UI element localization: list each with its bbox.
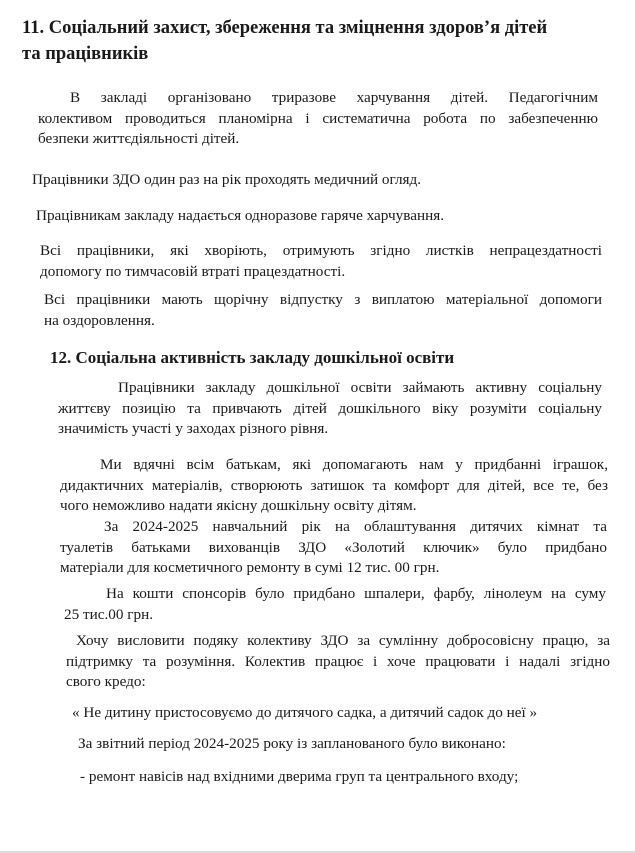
paragraph-line: На кошти спонсорів було придбано шпалери, фарбу, лінолеум на суму	[106, 585, 606, 602]
paragraph-line: В закладі організовано триразове харчування дітей. Педагогічним	[70, 89, 598, 106]
section-11-paragraph-vacation	[44, 290, 602, 331]
paragraph-line: на оздоровлення.	[44, 311, 155, 329]
heading-line: 12. Соціальна активність закладу дошкільної освіти	[50, 348, 455, 367]
section-12-paragraph-sponsors	[64, 584, 606, 625]
paragraph-line: За 2024-2025 навчальний рік на облаштування дитячих кімнат та	[104, 518, 607, 535]
paragraph-line: Ми вдячні всім батькам, які допомагають нам у придбанні іграшок,	[100, 456, 608, 473]
section-12-paragraph-renovation	[60, 517, 607, 579]
section-12-paragraph-period	[78, 734, 506, 755]
section-11-paragraph-sick-leave	[40, 241, 602, 282]
paragraph-line: підтримку та розуміння. Колектив працює і хоче працювати і надалі згідно	[66, 652, 610, 670]
paragraph-line: допомогу по тимчасовій втраті працездатності.	[40, 262, 346, 280]
paragraph-line: Працівники закладу дошкільної освіти займають активну соціальну	[118, 379, 602, 396]
section-12-paragraph-activity	[58, 378, 602, 440]
paragraph-line: значимість участі у заходах різного рівня.	[58, 420, 329, 437]
paragraph-line: Хочу висловити подяку колективу ЗДО за сумлінну добросовісну працю, за	[76, 632, 610, 649]
paragraph-line: Всі працівники, які хворіють, отримують згідно листків непрацездатності	[40, 242, 602, 259]
section-12-bullet-item	[80, 767, 518, 788]
paragraph-line: « Не дитину пристосовуємо до дитячого садка, а дитячий садок до неї »	[72, 704, 538, 721]
paragraph-line: колективом проводиться планомірна і систематична робота по забезпеченню	[38, 109, 598, 127]
paragraph-line: Працівникам закладу надається одноразове гаряче харчування.	[36, 207, 444, 224]
paragraph-line: свого кредо:	[66, 673, 146, 690]
section-12-quote	[72, 703, 537, 724]
paragraph-line: 25 тис.00 грн.	[64, 605, 154, 623]
heading-line: та працівників	[22, 44, 149, 64]
heading-line: 11. Соціальний захист, збереження та зміцнення здоров’я дітей	[22, 18, 548, 38]
paragraph-line: життєву позицію та привчають дітей дошкільного віку розуміти соціальну	[58, 399, 602, 417]
section-12-paragraph-thanks	[60, 455, 608, 517]
list-item: - ремонт навісів над вхідними дверима груп та центрального входу;	[80, 768, 519, 785]
section-11-paragraph-hot-meal	[36, 206, 444, 227]
paragraph-line: дидактичних матеріалів, створюють затишок та комфорт для дітей, все те, без	[60, 476, 608, 494]
paragraph-line: матеріали для косметичного ремонту в сумі 12 тис. 00 грн.	[60, 559, 440, 576]
paragraph-line: чого неможливо надати якісну дошкільну освіту дітям.	[60, 497, 417, 514]
paragraph-line: Працівники ЗДО один раз на рік проходять медичний огляд.	[32, 171, 422, 188]
paragraph-line: туалетів батьками вихованців ЗДО «Золотий ключик» було придбано	[60, 538, 607, 556]
section-11-paragraph-medical	[32, 170, 421, 191]
section-11-heading	[22, 15, 547, 67]
paragraph-line: безпеки життєдіяльності дітей.	[38, 130, 240, 147]
section-12-paragraph-gratitude	[66, 631, 610, 693]
paragraph-line: Всі працівники мають щорічну відпустку з виплатою матеріальної допомоги	[44, 291, 602, 308]
paragraph-line: За звітний період 2024-2025 року із запланованого було виконано:	[78, 735, 506, 752]
section-12-heading	[50, 347, 454, 369]
section-11-paragraph-meals	[38, 88, 598, 150]
